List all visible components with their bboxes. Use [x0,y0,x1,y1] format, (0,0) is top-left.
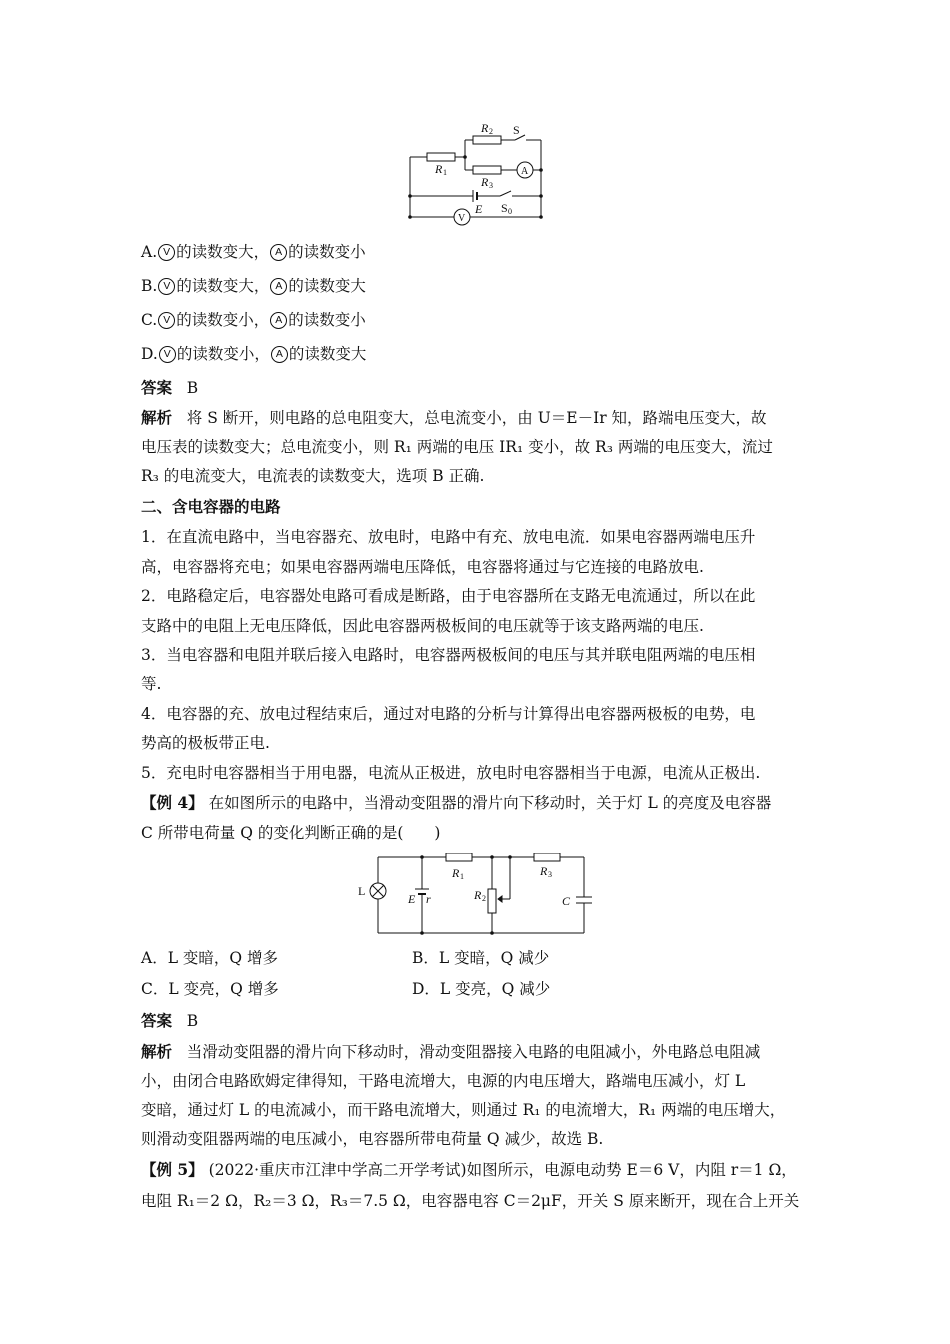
example4-stem: 【例 4】 在如图所示的电路中，当滑动变阻器的滑片向下移动时，关于灯 L 的亮度及电容器 [141,793,772,812]
example4-stem: C 所带电荷量 Q 的变化判断正确的是( ) [141,824,441,842]
analysis-line: 小，由闭合电路欧姆定律得知，干路电流增大，电源的内电压增大，路端电压减小，灯 L [141,1072,746,1090]
option-a: A. V 的读数变大， A 的读数变小 [141,243,366,261]
svg-text:R: R [540,864,548,878]
svg-text:r: r [426,892,431,906]
svg-text:2: 2 [482,894,486,903]
svg-text:3: 3 [489,181,493,190]
section-point: 支路中的电阻上无电压降低，因此电容器两极板间的电压就等于该支路两端的电压. [141,617,704,635]
ammeter-icon: A [271,346,288,363]
section-point: 势高的极板带正电. [141,734,270,752]
svg-text:R: R [452,866,460,880]
svg-text:0: 0 [508,207,512,216]
svg-text:3: 3 [548,870,552,879]
resistor-r3 [473,166,501,174]
section-title: 二、含电容器的电路 [141,497,281,516]
svg-text:V: V [458,213,466,224]
option-c: C. V 的读数变小， A 的读数变小 [141,311,366,329]
analysis-line: 变暗，通过灯 L 的电流减小，而干路电流增大，则通过 R₁ 的电流增大，R₁ 两端的电压增大， [141,1101,786,1119]
svg-text:R: R [481,121,489,135]
analysis-line: 解析 将 S 断开，则电路的总电阻变大，总电流变小，由 U＝E－Ir 知，路端电压变大，故 [141,408,767,427]
option-b: B. V 的读数变大， A 的读数变大 [141,277,366,295]
analysis-line: 则滑动变阻器两端的电压减小，电容器所带电荷量 Q 减少，故选 B. [141,1130,604,1148]
svg-text:1: 1 [443,168,447,177]
section-point: 等. [141,675,162,693]
svg-text:S: S [501,201,508,215]
section-point: 2．电路稳定后，电容器处电路可看成是断路，由于电容器所在支路无电流通过，所以在此 [141,587,756,605]
example4-option-c: C．L 变亮，Q 增多 [141,980,279,998]
svg-text:E: E [408,892,416,906]
section-point: 1．在直流电路中，当电容器充、放电时，电路中有充、放电电流．如果电容器两端电压升 [141,528,756,546]
section-point: 高，电容器将充电；如果电容器两端电压降低，电容器将通过与它连接的电路放电. [141,558,704,576]
svg-text:L: L [358,884,366,898]
svg-text:E: E [475,202,483,216]
svg-text:S: S [513,123,520,137]
svg-text:R: R [481,175,489,189]
section-point: 4．电容器的充、放电过程结束后，通过对电路的分析与计算得出电容器两极板的电势，电 [141,705,756,723]
svg-text:R: R [435,162,443,176]
option-d: D. V 的读数变小， A 的读数变大 [141,345,367,363]
example4-option-b: B．L 变暗，Q 减少 [412,949,550,967]
resistor-r1 [427,153,455,161]
answer-row: 答案 B [141,1011,199,1030]
voltmeter-icon: V [158,244,175,261]
ammeter-icon: A [270,278,287,295]
answer-row: 答案 B [141,378,199,397]
resistor-r2 [473,136,501,144]
section-point: 5．充电时电容器相当于用电器，电流从正极进，放电时电容器相当于电源，电流从正极出. [141,764,761,782]
voltmeter-icon: V [159,346,176,363]
svg-text:R: R [474,888,482,902]
resistor-r1 [446,853,472,861]
rheostat-r2 [488,889,496,913]
svg-text:1: 1 [460,872,464,881]
voltmeter-icon: V [158,312,175,329]
example4-option-d: D．L 变亮，Q 减少 [412,980,551,998]
section-point: 3．当电容器和电阻并联后接入电路时，电容器两极板间的电压与其并联电阻两端的电压相 [141,646,756,664]
example5-stem: 【例 5】 (2022·重庆市江津中学高二开学考试)如图所示，电源电动势 E＝6 V，内阻 r＝1 Ω， [141,1160,797,1179]
analysis-line: 解析 当滑动变阻器的滑片向下移动时，滑动变阻器接入电路的电阻减小，外电路总电阻减 [141,1042,761,1061]
svg-text:2: 2 [489,127,493,136]
example4-option-a: A．L 变暗，Q 增多 [141,949,279,967]
svg-text:C: C [562,894,571,908]
ammeter-icon: A [270,312,287,329]
ammeter-icon: A [270,244,287,261]
resistor-r3 [534,853,560,861]
analysis-line: R₃ 的电流变大，电流表的读数变大，选项 B 正确. [141,467,485,485]
example5-stem: 电阻 R₁＝2 Ω，R₂＝3 Ω，R₃＝7.5 Ω，电容器电容 C＝2μF，开关 S 原来断开，现在合上开关 [141,1192,800,1210]
circuit-diagram-2 [352,853,600,939]
voltmeter-icon: V [158,278,175,295]
svg-text:A: A [521,166,529,177]
analysis-line: 电压表的读数变大；总电流变小，则 R₁ 两端的电压 IR₁ 变小，故 R₃ 两端的电压变大，流过 [141,438,773,456]
circuit-diagram-1 [405,120,550,228]
